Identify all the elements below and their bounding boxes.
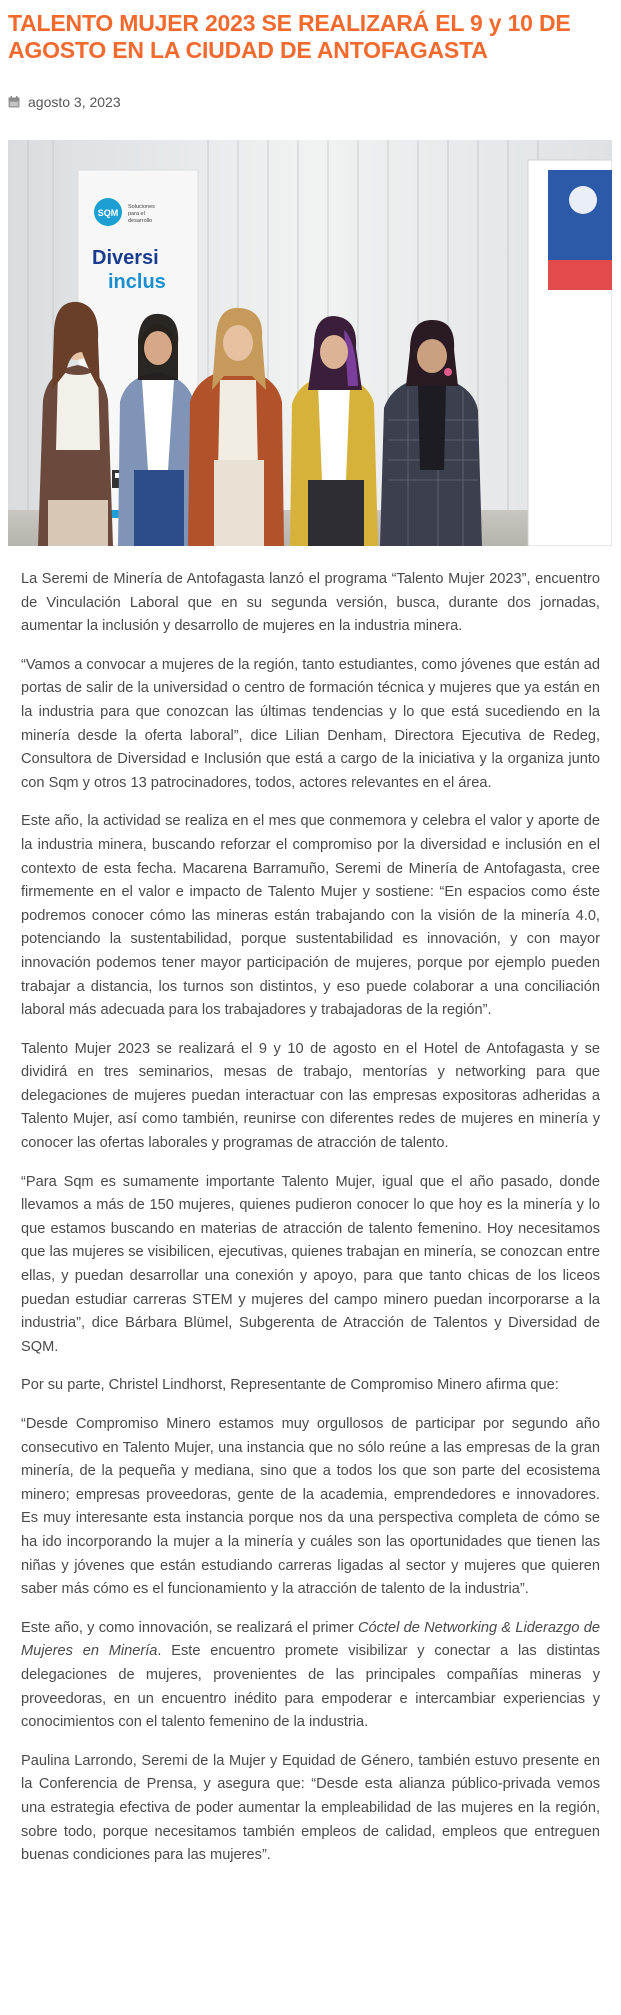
article-date: agosto 3, 2023 <box>28 94 121 110</box>
paragraph: “Para Sqm es sumamente importante Talento Mujer, igual que el año pasado, donde llevamos a más de 150 mujeres, quienes pudieron conocer lo que hoy es la minería y lo que estamos buscando en materias de atracción de talento femenino. Hoy necesitamos que las mujeres se visibilicen, ejecutivas, quienes trabajan en minería, se conozcan entre ellas, y puedan desarrollar una conexión y apoyo, para que tanto chicas de los liceos puedan estudiar carreras STEM y mujeres del campo minero puedan incorporarse a la industria”, dice Bárbara Blümel, Subgerenta de Atracción de Talentos y Diversidad de SQM. <box>21 1173 600 1355</box>
svg-text:Diversi: Diversi <box>92 247 159 269</box>
paragraph: Por su parte, Christel Lindhorst, Representante de Compromiso Minero afirma que: <box>21 1377 559 1394</box>
article-title: TALENTO MUJER 2023 SE REALIZARÁ EL 9 y 10 DE AGOSTO EN LA CIUDAD DE ANTOFAGASTA <box>8 10 571 63</box>
paragraph <box>21 1617 600 1735</box>
paragraph-emphasis: Cóctel de Networking & Liderazgo de Mujeres en Minería <box>21 1619 600 1660</box>
article-body <box>21 568 600 1883</box>
paragraph-text: . Este encuentro promete visibilizar y conectar a las distintas delegaciones de mujeres, provenientes de las principales compañías mineras y proveedoras, en un encuentro inédito para empoderar e intercambiar experiencias y conocimientos con el talento femenino de la industria. <box>21 1643 600 1731</box>
paragraph: Este año, la actividad se realiza en el mes que conmemora y celebra el valor y aporte de la industria minera, buscando reforzar el compromiso por la diversidad e inclusión en el contexto de esta fecha. Macarena Barramuño, Seremi de Minería de Antofagasta, cree firmemente en el valor e impacto de Talento Mujer y sostiene: “En espacios como éste podremos conocer cómo las mineras están trabajando con la visión de la minería 4.0, potenciando la sustentabilidad, porque sustentabilidad es innovación, y con mayor innovación podemos tener mayor participación de mujeres, porque por ejemplo pueden trabajar a distancia, los turnos son distintos, y eso puede colaborar a una conciliación laboral más adecuada para los trabajadores y trabajadoras de la región”. <box>21 813 600 1019</box>
chile-flag-banner <box>528 160 612 546</box>
paragraph: Talento Mujer 2023 se realizará el 9 y 10 de agosto en el Hotel de Antofagasta y se dividirá en tres seminarios, mesas de trabajo, mentorías y networking para que delegaciones de mujeres puedan interactuar con las empresas expositoras adheridas a Talento Mujer, así como también, reunirse con diferentes redes de mujeres en minería y conocer las ofertas laborales y programas de atracción de talento. <box>21 1040 600 1152</box>
svg-text:inclus: inclus <box>108 271 166 293</box>
calendar-icon <box>8 96 20 108</box>
paragraph: Paulina Larrondo, Seremi de la Mujer y Equidad de Género, también estuvo presente en la Conferencia de Prensa, y asegura que: “Desde esta alianza público-privada vemos una estrategia efectiva de poder aumentar la empleabilidad de las mujeres en la región, sobre todo, porque necesitamos también empleos de calidad, empleos que entreguen buenas condiciones para las mujeres”. <box>21 1752 600 1864</box>
paragraph: La Seremi de Minería de Antofagasta lanzó el programa “Talento Mujer 2023”, encuentro de Vinculación Laboral que en su segunda versión, busca, durante dos jornadas, aumentar la inclusión y desarrollo de mujeres en la industria minera. <box>21 571 600 635</box>
svg-text:Soluciones: Soluciones <box>128 204 155 210</box>
article-meta <box>8 94 121 110</box>
svg-text:para el: para el <box>128 211 145 217</box>
svg-text:SQM: SQM <box>97 208 119 218</box>
paragraph: “Vamos a convocar a mujeres de la región, tanto estudiantes, como jóvenes que están ad portas de salir de la universidad o centro de formación técnica y mujeres que ya están en la industria para que conozcan las últimas tendencias y lo que está sucediendo en la minería desde la oferta laboral”, dice Lilian Denham, Directora Ejecutiva de Redeg, Consultora de Diversidad e Inclusión que está a cargo de la iniciativa y la organiza junto con Sqm y otros 13 patrocinadores, todos, actores relevantes en el área. <box>21 656 600 791</box>
paragraph-text: Este año, y como innovación, se realizará el primer <box>21 1619 358 1636</box>
paragraph: “Desde Compromiso Minero estamos muy orgullosos de participar por segundo año consecutivo en Talento Mujer, una instancia que no sólo reúne a las empresas de la gran minería, de la pequeña y mediana, sino que a todos los que son parte del ecosistema minero; empresas proveedoras, gente de la academia, emprendedores e innovadores. Es muy interesante esta instancia porque nos da una perspectiva completa de cómo se ha ido incorporando la mujer a la minería y cuáles son las oportunidades que tienen las niñas y jóvenes que están estudiando carreras ligadas al sector y mujeres que quieren saber más cómo es el funcionamiento y la atracción de talento de la industria”. <box>21 1416 600 1598</box>
svg-text:desarrollo: desarrollo <box>128 218 153 224</box>
article-hero-image <box>8 140 612 546</box>
